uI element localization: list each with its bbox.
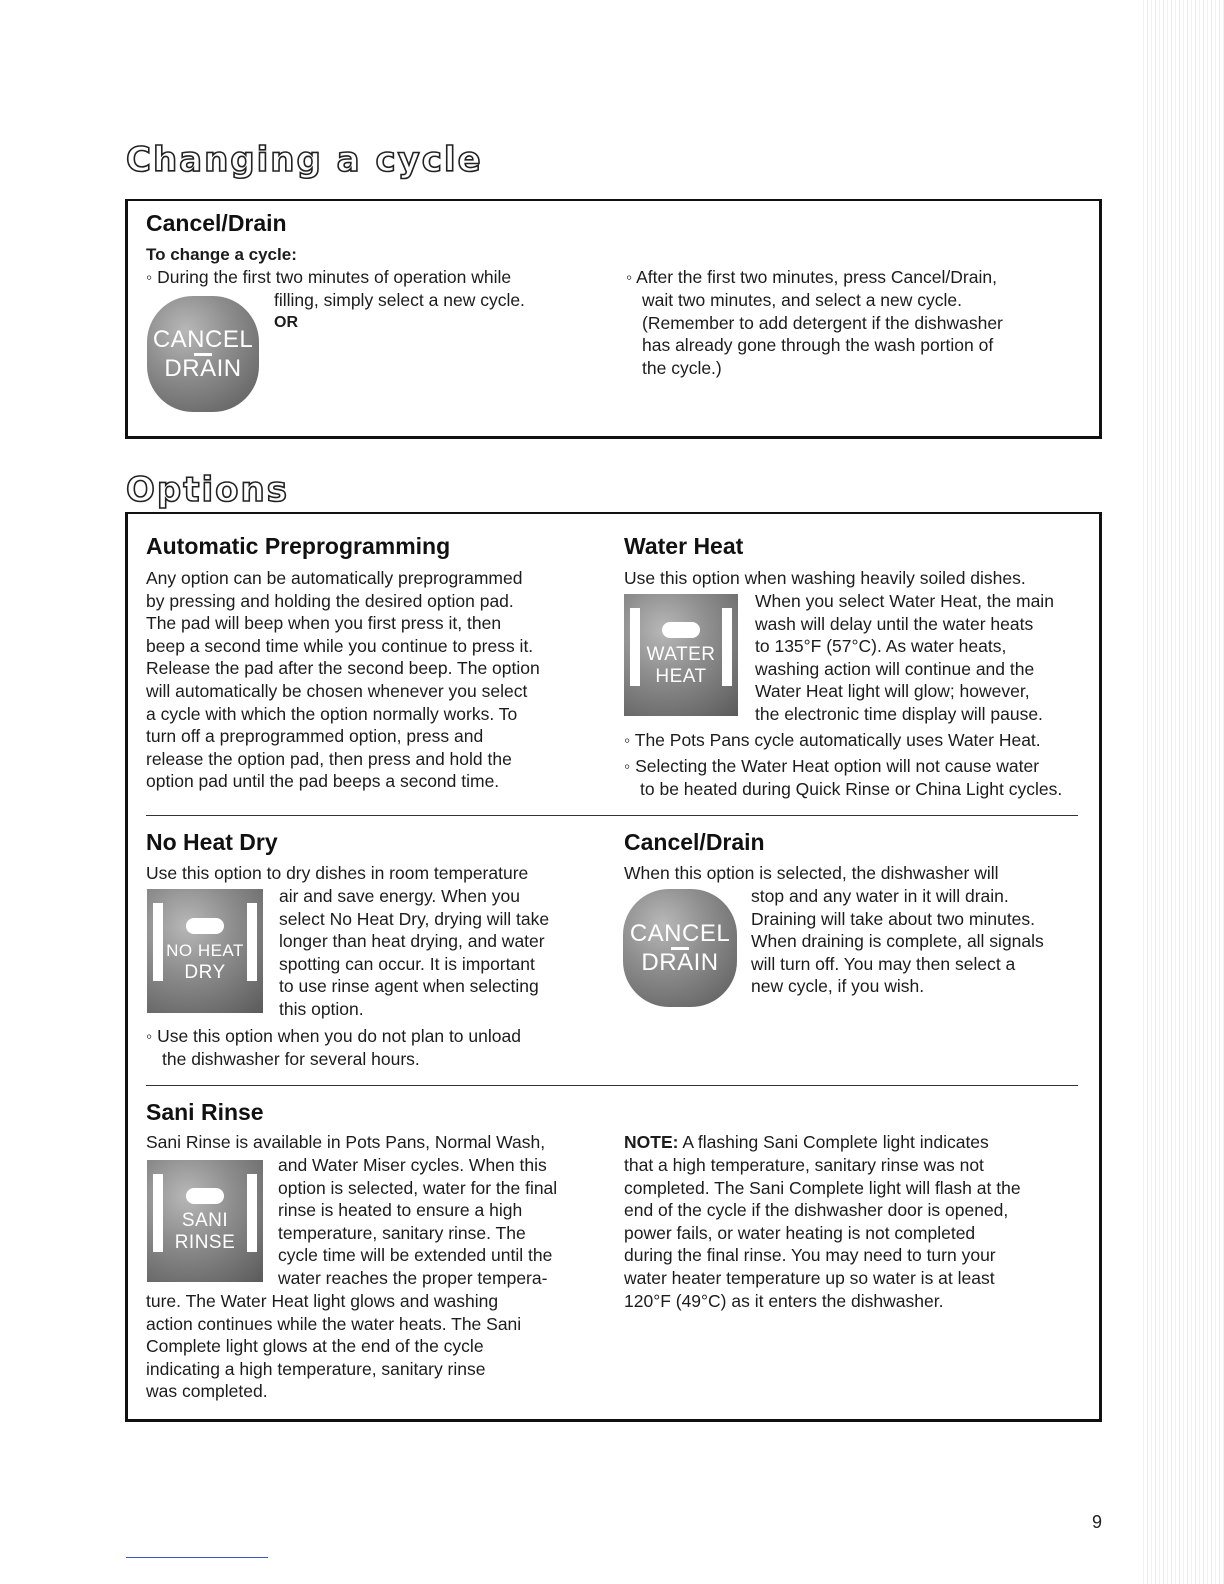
- water-heat-bullet-2-line-1: Selecting the Water Heat option will not cause water: [635, 756, 1040, 776]
- cancel-drain-option-heading: Cancel/Drain: [624, 829, 765, 855]
- pad-label-line-1: SANI: [181, 1210, 229, 1231]
- line: wash will delay until the water heats: [755, 613, 1034, 634]
- line: to use rinse agent when selecting: [279, 976, 539, 997]
- water-heat-bullet-1-text: The Pots Pans cycle automatically uses Water Heat.: [634, 730, 1041, 750]
- line: indicating a high temperature, sanitary rinse: [146, 1358, 486, 1379]
- line: The pad will beep when you first press it, then: [146, 613, 502, 634]
- pad-label-line-2: DRAIN: [164, 354, 242, 382]
- no-heat-dry-bullet-line-2: the dishwasher for several hours.: [162, 1049, 420, 1069]
- pad-indicator-light: [662, 622, 700, 638]
- pad-label-line-2: DRAIN: [641, 948, 719, 976]
- cancel-drain-option-body: [751, 885, 1044, 998]
- sani-rinse-pad-icon: [147, 1160, 263, 1282]
- note-first-text: A flashing Sani Complete light indicates: [682, 1132, 989, 1152]
- pad-label-line-1: CANCEL: [152, 325, 254, 353]
- line: this option.: [279, 998, 364, 1019]
- note-label: NOTE:: [624, 1132, 679, 1152]
- line: beep a second time while you continue to press it.: [146, 635, 534, 656]
- water-heat-intro: Use this option when washing heavily soiled dishes.: [624, 568, 1026, 588]
- bullet-dot: ◦: [146, 1026, 158, 1046]
- cancel-drain-pad-icon: [147, 296, 259, 412]
- section-divider: [146, 815, 1078, 816]
- water-heat-pad-icon: [624, 594, 738, 716]
- line: temperature, sanitary rinse. The: [278, 1222, 526, 1243]
- line: option is selected, water for the final: [278, 1177, 558, 1198]
- change-bullet-2-rest: [642, 289, 1003, 379]
- pad-bar-left: [630, 608, 640, 686]
- line: by pressing and holding the desired option pad.: [146, 590, 514, 611]
- to-change-subheading: To change a cycle:: [146, 245, 297, 264]
- line: the cycle.): [642, 357, 722, 378]
- line: end of the cycle if the dishwasher door is opened,: [624, 1200, 1009, 1221]
- pad-indicator-light: [186, 918, 224, 934]
- options-title: Options: [126, 470, 289, 510]
- note-body: [624, 1154, 1021, 1312]
- water-heat-bullet-1: [624, 729, 1041, 752]
- sani-rinse-body: [278, 1154, 557, 1290]
- line: Draining will take about two minutes.: [751, 908, 1036, 929]
- line: When draining is complete, all signals: [751, 931, 1044, 952]
- water-heat-bullet-2-line-2: to be heated during Quick Rinse or China Light cycles.: [640, 779, 1063, 799]
- no-heat-dry-heading: No Heat Dry: [146, 829, 278, 855]
- no-heat-dry-bullet-line-1: Use this option when you do not plan to unload: [157, 1026, 521, 1046]
- line: the electronic time display will pause.: [755, 703, 1043, 724]
- line: new cycle, if you wish.: [751, 976, 925, 997]
- line: Complete light glows at the end of the cycle: [146, 1336, 484, 1357]
- pad-label-line-2: HEAT: [655, 666, 707, 687]
- line: will automatically be chosen whenever you select: [146, 680, 528, 701]
- change-bullet-2-line-1: After the first two minutes, press Cancel/Drain,: [636, 267, 997, 287]
- line: will turn off. You may then select a: [751, 953, 1016, 974]
- pad-label-line-2: RINSE: [174, 1232, 236, 1253]
- note-first-line: [624, 1131, 989, 1154]
- line: longer than heat drying, and water: [279, 931, 545, 952]
- cancel-drain-option-intro: When this option is selected, the dishwasher will: [624, 863, 999, 883]
- sani-rinse-intro: Sani Rinse is available in Pots Pans, Normal Wash,: [146, 1132, 546, 1152]
- line: 120°F (49°C) as it enters the dishwasher.: [624, 1290, 944, 1311]
- scan-edge-texture: [1140, 0, 1224, 1584]
- change-bullet-1-line-2: filling, simply select a new cycle.: [274, 290, 525, 310]
- line: was completed.: [146, 1381, 268, 1402]
- line: washing action will continue and the: [755, 658, 1035, 679]
- no-heat-dry-body: [279, 885, 549, 1021]
- line: power fails, or water heating is not completed: [624, 1222, 976, 1243]
- change-bullet-2: [626, 266, 997, 289]
- pad-label-line-1: NO HEAT: [166, 941, 244, 960]
- line: and Water Miser cycles. When this: [278, 1155, 547, 1175]
- pad-bar-left: [153, 1174, 163, 1252]
- line: wait two minutes, and select a new cycle.: [642, 290, 963, 310]
- pad-bar-left: [153, 903, 163, 981]
- line: water heater temperature up so water is at least: [624, 1267, 995, 1288]
- line: stop and any water in it will drain.: [751, 886, 1009, 906]
- pad-bar-right: [247, 1174, 257, 1252]
- bullet-dot: ◦: [146, 267, 158, 287]
- line: (Remember to add detergent if the dishwasher: [642, 312, 1003, 333]
- line: When you select Water Heat, the main: [755, 591, 1054, 611]
- line: rinse is heated to ensure a high: [278, 1200, 523, 1221]
- section-divider: [146, 1085, 1078, 1086]
- line: action continues while the water heats. The Sani: [146, 1313, 522, 1334]
- water-heat-body: [755, 590, 1054, 726]
- line: water reaches the proper tempera-: [278, 1267, 548, 1288]
- pad-bar-right: [247, 903, 257, 981]
- pad-label-line-2: DRY: [184, 962, 226, 983]
- or-label: OR: [274, 314, 298, 331]
- bullet-dot: ◦: [624, 756, 636, 776]
- no-heat-dry-bullet: [146, 1025, 521, 1048]
- line: completed. The Sani Complete light will flash at the: [624, 1177, 1021, 1198]
- pad-indicator-light: [186, 1188, 224, 1204]
- line: spotting can occur. It is important: [279, 953, 535, 974]
- bullet-dot: ◦: [626, 267, 637, 287]
- auto-preprogramming-heading: Automatic Preprogramming: [146, 533, 451, 559]
- cancel-drain-heading: Cancel/Drain: [146, 210, 287, 236]
- line: turn off a preprogrammed option, press and: [146, 726, 484, 747]
- no-heat-dry-pad-icon: [147, 889, 263, 1013]
- pad-label-line-1: WATER: [646, 644, 716, 665]
- sani-rinse-heading: Sani Rinse: [146, 1099, 264, 1125]
- line: ture. The Water Heat light glows and washing: [146, 1291, 499, 1311]
- change-bullet-1: [146, 266, 511, 289]
- auto-preprogramming-body: [146, 567, 540, 793]
- line: has already gone through the wash portion of: [642, 335, 994, 356]
- bottom-rule: [126, 1557, 268, 1558]
- water-heat-heading: Water Heat: [624, 533, 744, 559]
- line: to 135°F (57°C). As water heats,: [755, 636, 1007, 657]
- pad-label-line-1: CANCEL: [629, 919, 731, 947]
- line: release the option pad, then press and hold the: [146, 748, 512, 769]
- water-heat-bullet-2: [624, 755, 1039, 778]
- line: air and save energy. When you: [279, 886, 520, 906]
- pad-bar-right: [722, 608, 732, 686]
- bullet-dot: ◦: [624, 730, 635, 750]
- line: Release the pad after the second beep. The option: [146, 658, 540, 679]
- line: option pad until the pad beeps a second time.: [146, 771, 500, 792]
- cancel-drain-option-pad-icon: [623, 889, 737, 1007]
- line: during the final rinse. You may need to turn your: [624, 1245, 996, 1266]
- line: a cycle with which the option normally works. To: [146, 703, 518, 724]
- no-heat-dry-intro: Use this option to dry dishes in room temperature: [146, 863, 529, 883]
- changing-cycle-title: Changing a cycle: [126, 140, 483, 180]
- line: cycle time will be extended until the: [278, 1245, 553, 1266]
- change-bullet-1-line-1: During the first two minutes of operation while: [157, 267, 512, 287]
- line: that a high temperature, sanitary rinse was not: [624, 1155, 984, 1175]
- line: Any option can be automatically preprogrammed: [146, 568, 523, 588]
- sani-rinse-tail: [146, 1290, 521, 1403]
- page-number: 9: [1092, 1512, 1103, 1532]
- line: Water Heat light will glow; however,: [755, 681, 1030, 702]
- line: select No Heat Dry, drying will take: [279, 908, 550, 929]
